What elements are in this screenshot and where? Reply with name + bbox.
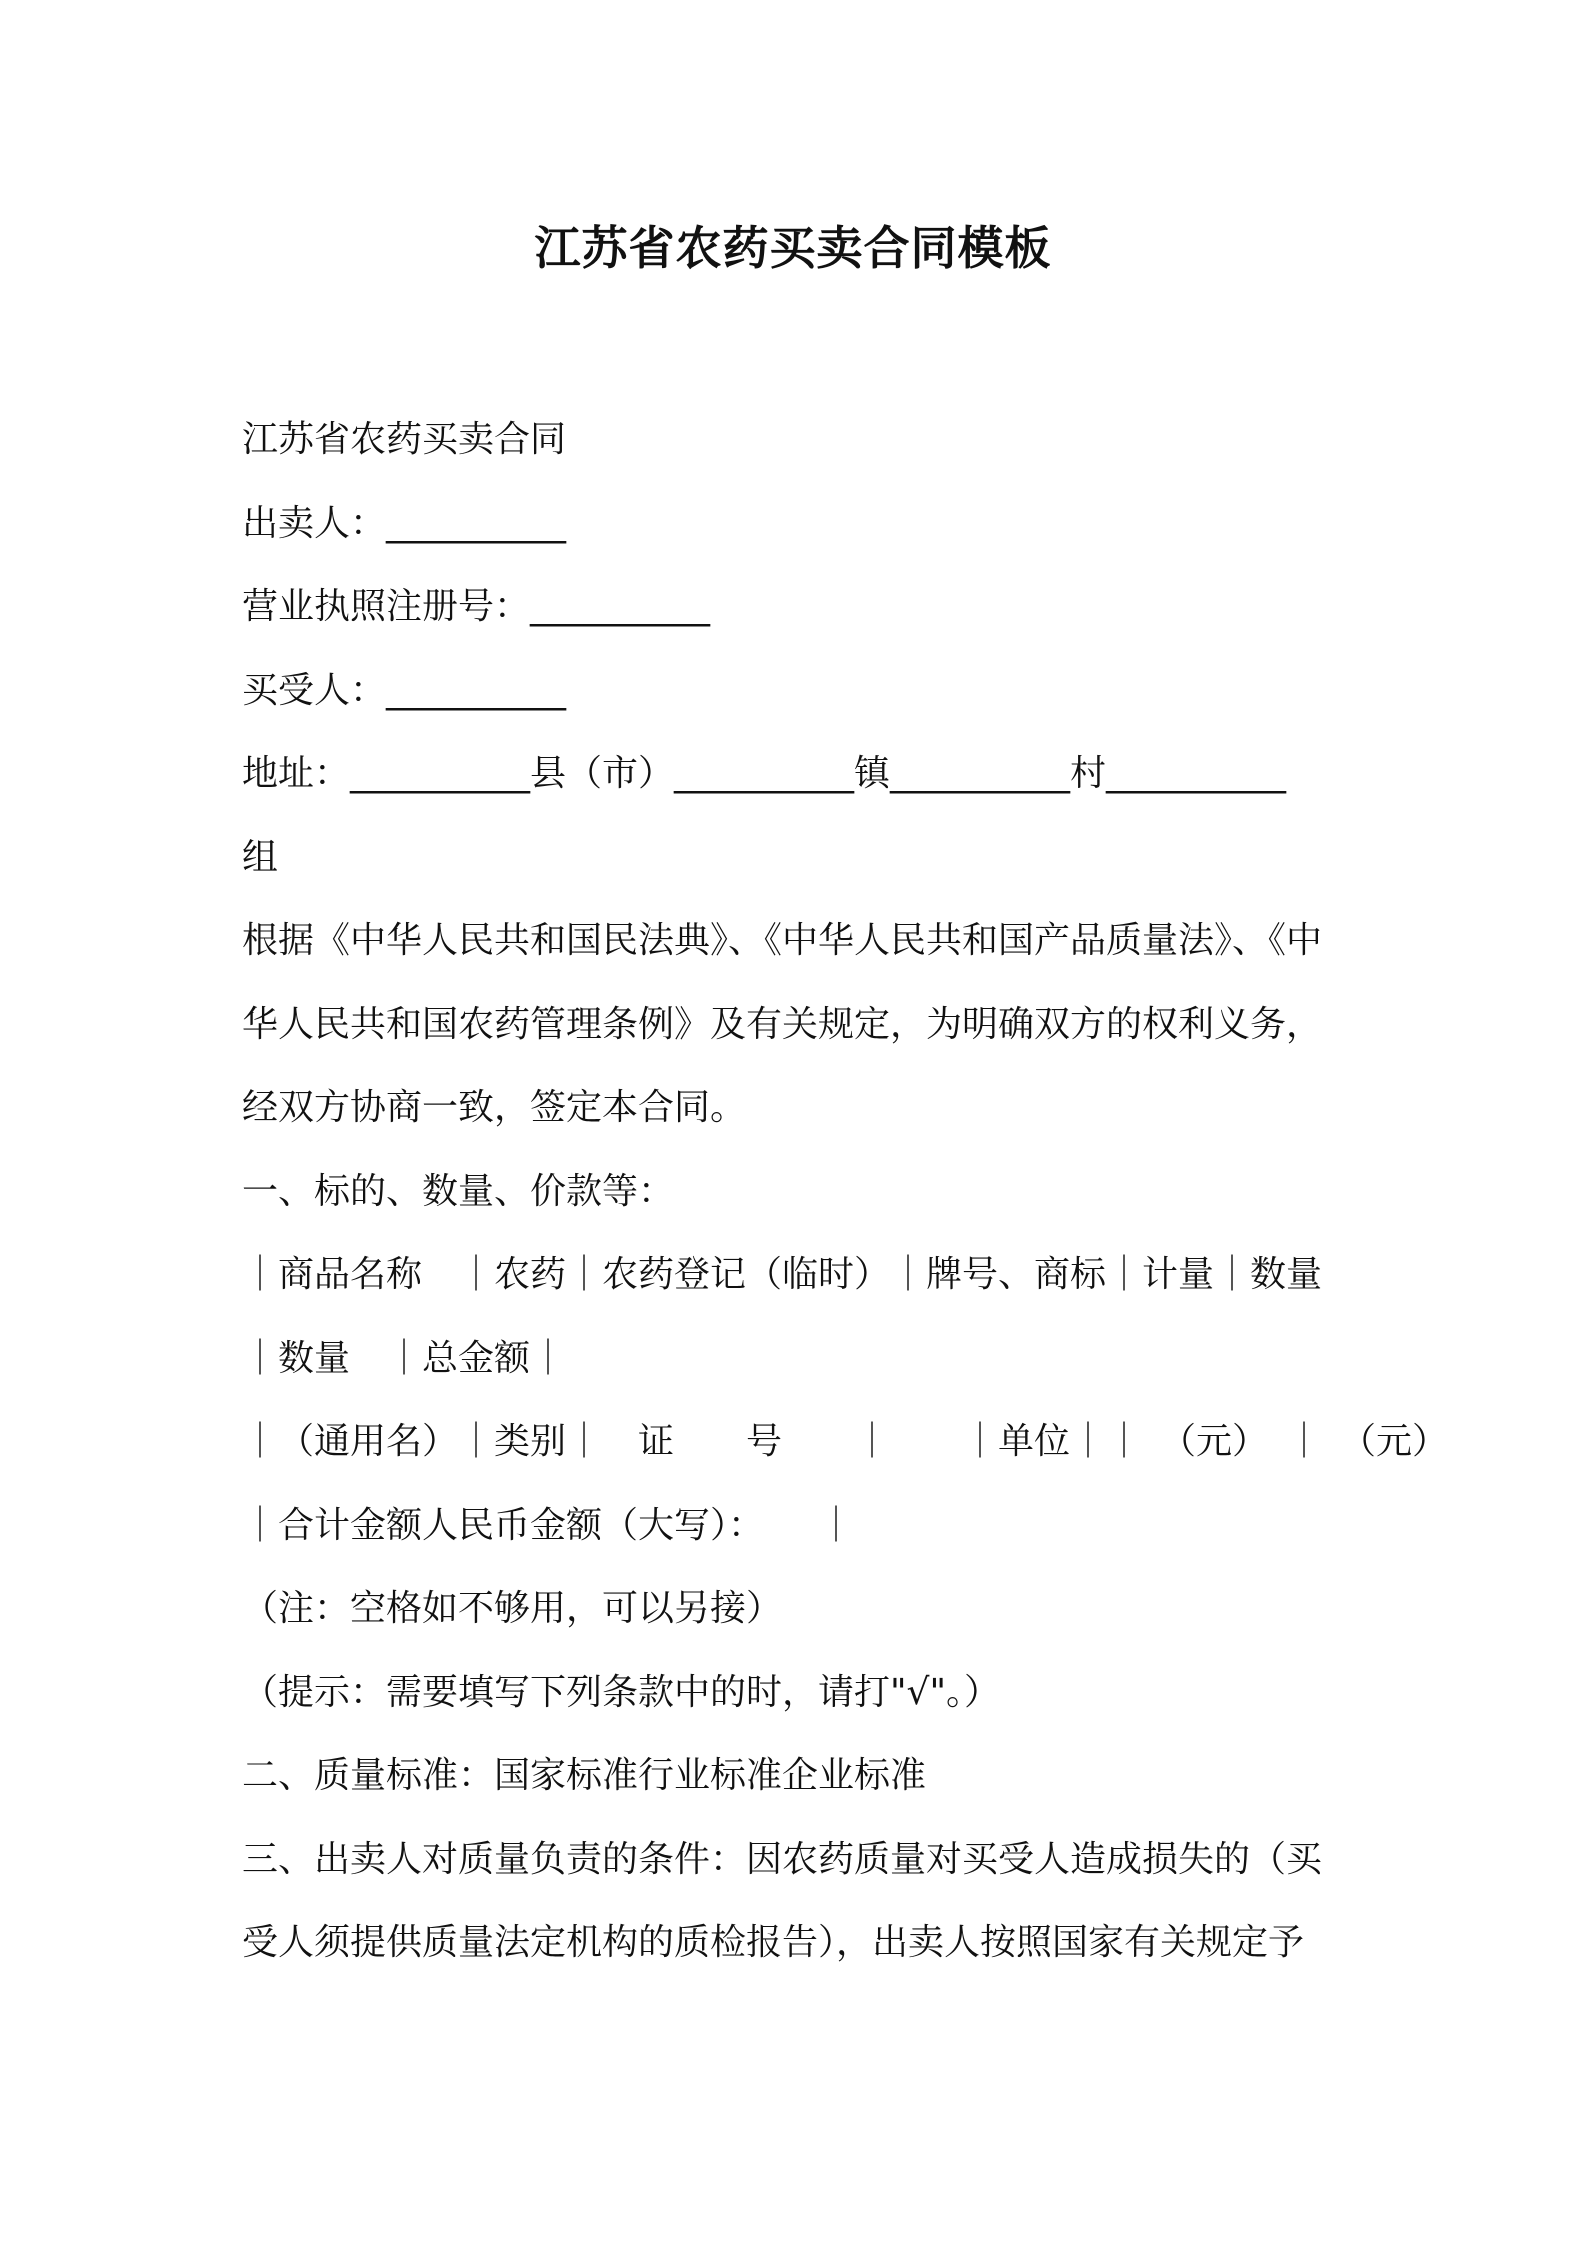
license-number-field: 营业执照注册号：__________ [242, 586, 711, 627]
buyer-field: 买受人：__________ [242, 669, 567, 711]
document-title: 江苏省农药买卖合同模板 [534, 221, 1052, 275]
document-body [242, 398, 1449, 1985]
section-paragraph-line: 受人须提供质量法定机构的质检报告），出卖人按照国家有关规定予 [242, 1922, 1305, 1963]
contract-heading: 江苏省农药买卖合同 [242, 419, 567, 460]
seller-field: 出卖人：__________ [242, 502, 567, 544]
section-heading: 二、质量标准：国家标准行业标准企业标准 [242, 1755, 927, 1796]
preamble-line: 经双方协商一致，签定本合同。 [242, 1087, 747, 1128]
preamble-line: 根据《中华人民共和国民法典》、《中华人民共和国产品质量法》、《中 [242, 920, 1323, 961]
section-paragraph-line: 三、出卖人对质量负责的条件：因农药质量对买受人造成损失的（买 [242, 1838, 1323, 1880]
table-header-row: ｜商品名称 ｜农药｜农药登记（临时）｜牌号、商标｜计量｜数量 [242, 1254, 1323, 1295]
table-header-row: ｜数量 ｜总金额｜ [242, 1337, 567, 1379]
preamble-line: 华人民共和国农药管理条例》及有关规定，为明确双方的权利义务， [242, 1003, 1323, 1045]
hint-text: （提示：需要填写下列条款中的时，请打"√"。） [242, 1671, 1001, 1713]
note-text: （注：空格如不够用，可以另接） [242, 1588, 783, 1629]
section-heading: 一、标的、数量、价款等： [242, 1170, 675, 1212]
address-field-continued: 组 [242, 836, 279, 878]
table-total-row: ｜合计金额人民币金额（大写）： ｜ [242, 1504, 855, 1546]
address-field: 地址：__________县（市）__________镇__________村__________ [242, 753, 1287, 794]
table-header-row: ｜（通用名）｜类别｜ 证 号 ｜ ｜单位｜｜ （元） ｜ （元） [242, 1421, 1449, 1462]
